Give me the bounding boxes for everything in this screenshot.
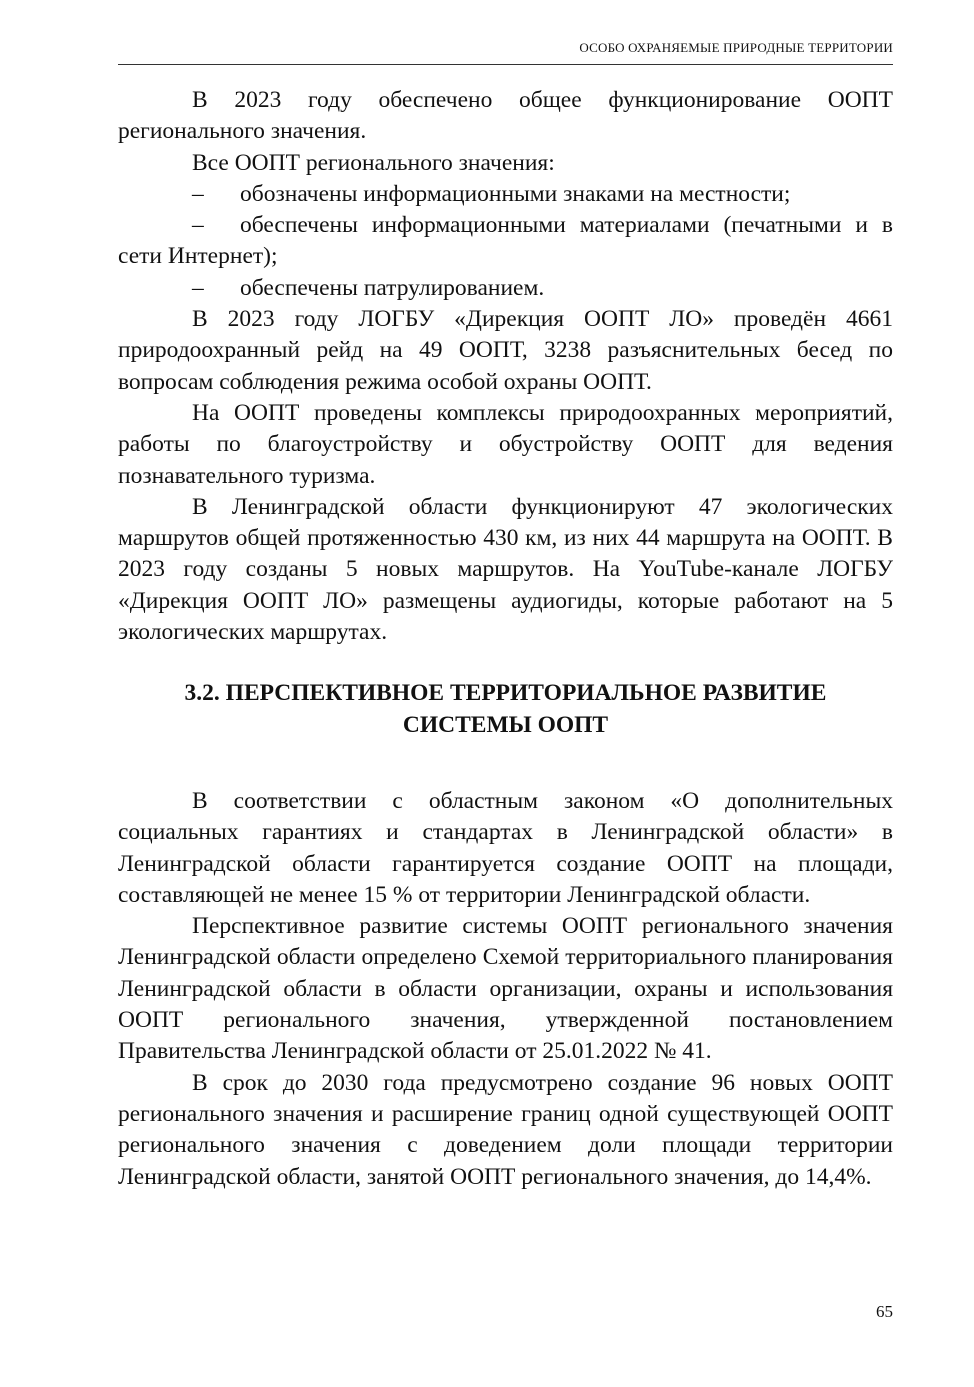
section-heading-line2: СИСТЕМЫ ООПТ [402,711,609,738]
section-heading [118,678,893,741]
page-number: 65 [876,1302,893,1321]
page-content [118,85,893,1193]
paragraph-measures: На ООПТ проведены комплексы природоохранных мероприятий, работы по благоустройству и обустройству ООПТ для ведения познавательного туризма. [118,399,893,489]
paragraph-planning-scheme: Перспективное развитие системы ООПТ регионального значения Ленинградской области определено Схемой территориального планирования Ленинградской области в области организации, охраны и использования ООПТ регионального значения, утвержденной постановлением Правительства Ленинградской области от 25.01.2022 № 41. [118,913,893,1065]
oopt-bullet-list [118,179,893,304]
dash-marker: – [192,274,204,301]
dash-marker: – [192,180,204,207]
list-item-text: обеспечены информационными материалами (печатными и в сети Интернет); [118,212,893,270]
running-header: ОСОБО ОХРАНЯЕМЫЕ ПРИРОДНЫЕ ТЕРРИТОРИИ [118,40,893,65]
paragraph-eco-routes: В Ленинградской области функционируют 47 экологических маршрутов общей протяженностью 430 км, из них 44 маршрута на ООПТ. В 2023 году созданы 5 новых маршрутов. На YouTube-канале ЛОГБУ «Дирекция ООПТ ЛО» размещены аудиогиды, которые работают на 5 экологических маршрутах. [118,493,893,646]
paragraph-all-oopt: Все ООПТ регионального значения: [192,149,555,176]
list-item-text: обеспечены патрулированием. [240,274,545,301]
paragraph-raids: В 2023 году ЛОГБУ «Дирекция ООПТ ЛО» проведён 4661 природоохранный рейд на 49 ООПТ, 3238 разъяснительных бесед по вопросам соблюдения режима особой охраны ООПТ. [118,306,893,395]
paragraph-law: В соответствии с областным законом «О дополнительных социальных гарантиях и стандартах в Ленинградской области» в Ленинградской области гарантируется создание ООПТ на площади, составляющей не менее 15 % от территории Ленинградской области. [118,787,893,908]
paragraph-2030-target: В срок до 2030 года предусмотрено создание 96 новых ООПТ регионального значения и расширение границ одной существующей ООПТ регионального значения с доведением доли площади территории Ленинградской области, занятой ООПТ регионального значения, до 14,4%. [118,1069,893,1190]
section-heading-line1: 3.2. ПЕРСПЕКТИВНОЕ ТЕРРИТОРИАЛЬНОЕ РАЗВИТИЕ [184,680,827,707]
dash-marker: – [192,212,204,239]
list-item [118,273,893,304]
list-item [118,210,893,273]
list-item-text: обозначены информационными знаками на местности; [240,180,791,207]
list-item [118,179,893,210]
paragraph-functioning: В 2023 году обеспечено общее функционирование ООПТ регионального значения. [118,87,893,145]
